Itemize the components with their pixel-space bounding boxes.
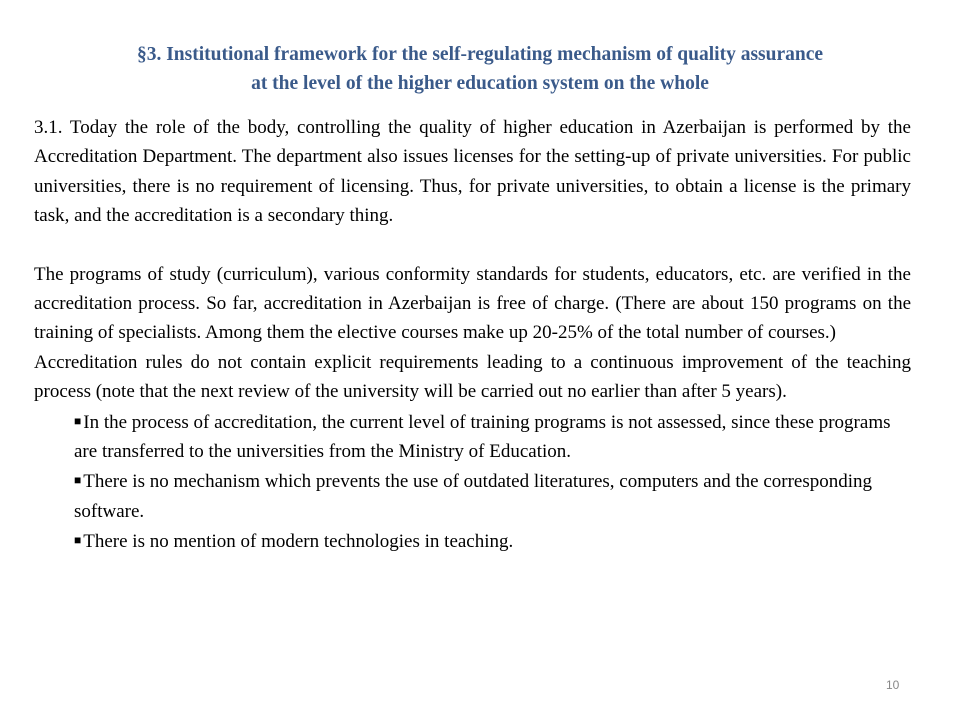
page-number: 10 (886, 678, 900, 692)
bullet-item (34, 526, 911, 556)
bullet-item (34, 407, 911, 467)
square-bullet-icon: ■ (74, 413, 82, 428)
paragraph-spacer (34, 231, 911, 260)
paragraph-programs-of-study: The programs of study (curriculum), various conformity standards for students, educators, etc. are verified in the accreditation process. So far, accreditation in Azerbaijan is free of charge. (There are about 150 programs on the training of specialists. Among them the elective courses make up 20-25% of the total number of courses.) (34, 263, 911, 344)
paragraph-accreditation-rules: Accreditation rules do not contain explicit requirements leading to a continuous improvement of the teaching process (note that the next review of the university will be carried out no earlier than after 5 years). (34, 351, 911, 403)
square-bullet-icon: ■ (74, 533, 82, 548)
slide-title (36, 40, 924, 98)
bullet-text: In the process of accreditation, the current level of training programs is not assessed, since these programs are transferred to the universities from the Ministry of Education. (74, 411, 891, 463)
paragraph-accreditation-department: 3.1. Today the role of the body, controlling the quality of higher education in Azerbaijan is performed by the Accreditation Department. The department also issues licenses for the setting-up of private universities. For public universities, there is no requirement of licensing. Thus, for private universities, to obtain a license is the primary task, and the accreditation is a secondary thing. (34, 117, 911, 227)
slide-body (34, 113, 911, 557)
bullet-text: There is no mention of modern technologies in teaching. (83, 531, 514, 553)
bullet-text: There is no mechanism which prevents the use of outdated literatures, computers and the corresponding software. (74, 471, 873, 522)
square-bullet-icon: ■ (74, 473, 82, 488)
slide-title-line-1: §3. Institutional framework for the self-regulating mechanism of quality assurance (136, 44, 824, 65)
slide-title-line-2: at the level of the higher education system on the whole (251, 73, 709, 94)
bullet-item (34, 466, 911, 526)
